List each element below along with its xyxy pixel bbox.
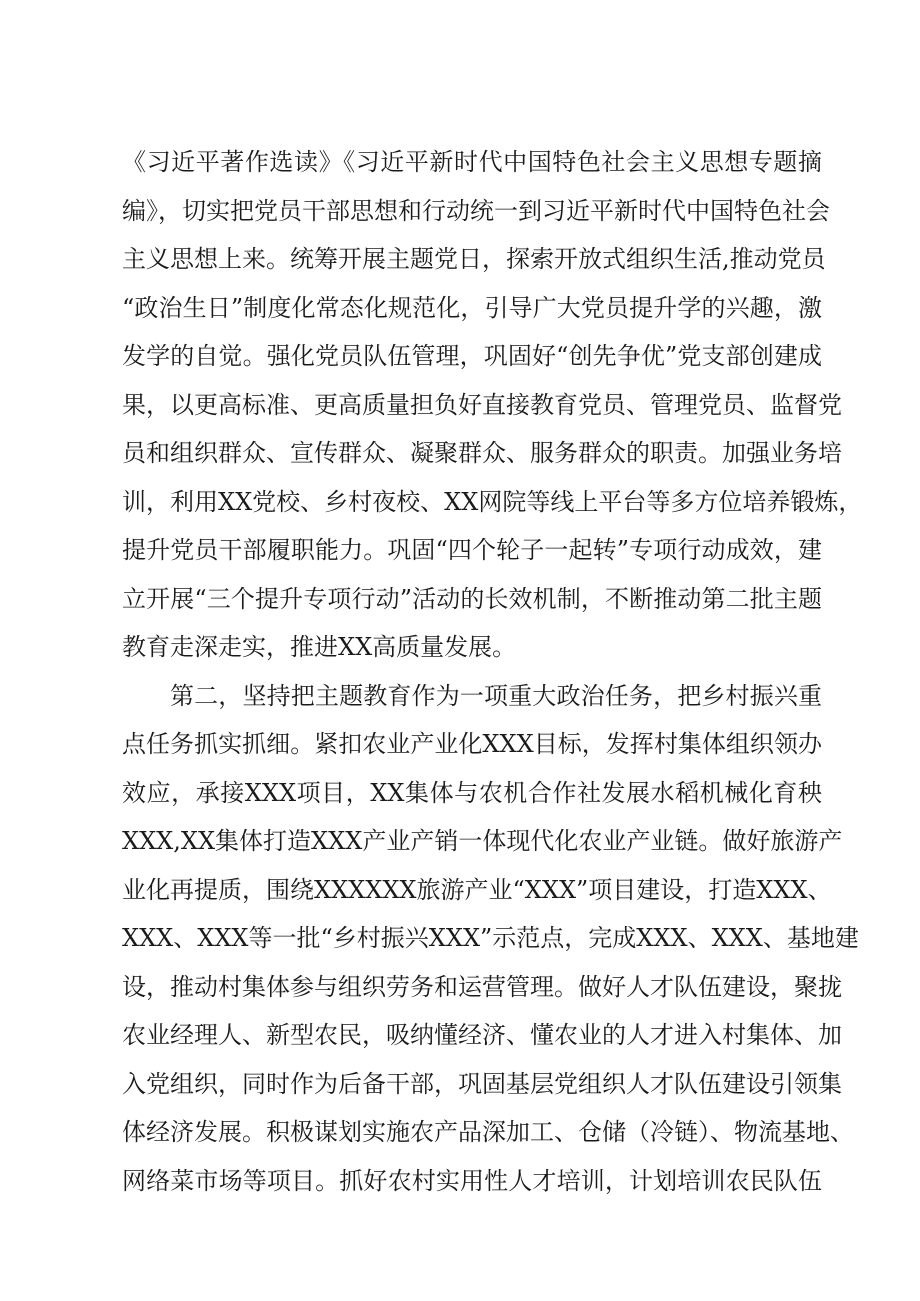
paragraph-line: 第二，坚持把主题教育作为一项重大政治任务，把乡村振兴重 bbox=[170, 681, 822, 710]
paragraph-line: 入党组织，同时作为后备干部，巩固基层党组织人才队伍建设引领集 bbox=[122, 1069, 842, 1098]
paragraph-line: “政治生日”制度化常态化规范化，引导广大党员提升学的兴趣，激 bbox=[122, 293, 822, 322]
paragraph-line: 训，利用XX党校、乡村夜校、XX网院等线上平台等多方位培养锻炼， bbox=[122, 487, 863, 516]
paragraph-line: 提升党员干部履职能力。巩固“四个轮子一起转”专项行动成效，建 bbox=[122, 536, 822, 564]
paragraph-line: 设，推动村集体参与组织劳务和运营管理。做好人才队伍建设，聚拢 bbox=[122, 972, 842, 1001]
paragraph-line: 业化再提质，围绕XXXXXX旅游产业“XXX”项目建设，打造XXX、 bbox=[122, 875, 832, 904]
document-body bbox=[122, 138, 863, 1205]
paragraph-line: 体经济发展。积极谋划实施农产品深加工、仓储（冷链）、物流基地、 bbox=[122, 1118, 854, 1146]
paragraph-line: 发学的自觉。强化党员队伍管理，巩固好“创先争优”党支部创建成 bbox=[122, 342, 822, 370]
paragraph-line: 农业经理人、新型农民，吸纳懂经济、懂农业的人才进入村集体、加 bbox=[122, 1021, 842, 1049]
paragraph-line: 点任务抓实抓细。紧扣农业产业化XXX目标，发挥村集体组织领办 bbox=[122, 730, 822, 758]
paragraph-line: XXX、XXX等一批“乡村振兴XXX”示范点，完成XXX、XXX、基地建 bbox=[122, 924, 859, 952]
paragraph-line: 《习近平著作选读》《习近平新时代中国特色社会主义思想专题摘 bbox=[122, 148, 822, 176]
paragraph-line: 员和组织群众、宣传群众、凝聚群众、服务群众的职责。加强业务培 bbox=[122, 439, 842, 467]
paragraph-line: 网络菜市场等项目。抓好农村实用性人才培训，计划培训农民队伍 bbox=[122, 1166, 822, 1195]
paragraph-2 bbox=[122, 672, 859, 1206]
paragraph-line: 教育走深走实，推进XX高质量发展。 bbox=[122, 633, 517, 661]
paragraph-line: 编》，切实把党员干部思想和行动统一到习近平新时代中国特色社会 bbox=[122, 196, 830, 225]
paragraph-line: 立开展“三个提升专项行动”活动的长效机制，不断推动第二批主题 bbox=[122, 584, 822, 613]
paragraph-1 bbox=[122, 138, 863, 672]
paragraph-line: 果，以更高标准、更高质量担负好直接教育党员、管理党员、监督党 bbox=[122, 390, 842, 419]
paragraph-line: 主义思想上来。统筹开展主题党日，探索开放式组织生活,推动党员 bbox=[122, 245, 826, 273]
paragraph-line: 效应，承接XXX项目，XX集体与农机合作社发展水稻机械化育秧 bbox=[122, 778, 822, 807]
paragraph-line: XXX,XX集体打造XXX产业产销一体现代化农业产业链。做好旅游产 bbox=[122, 827, 843, 855]
